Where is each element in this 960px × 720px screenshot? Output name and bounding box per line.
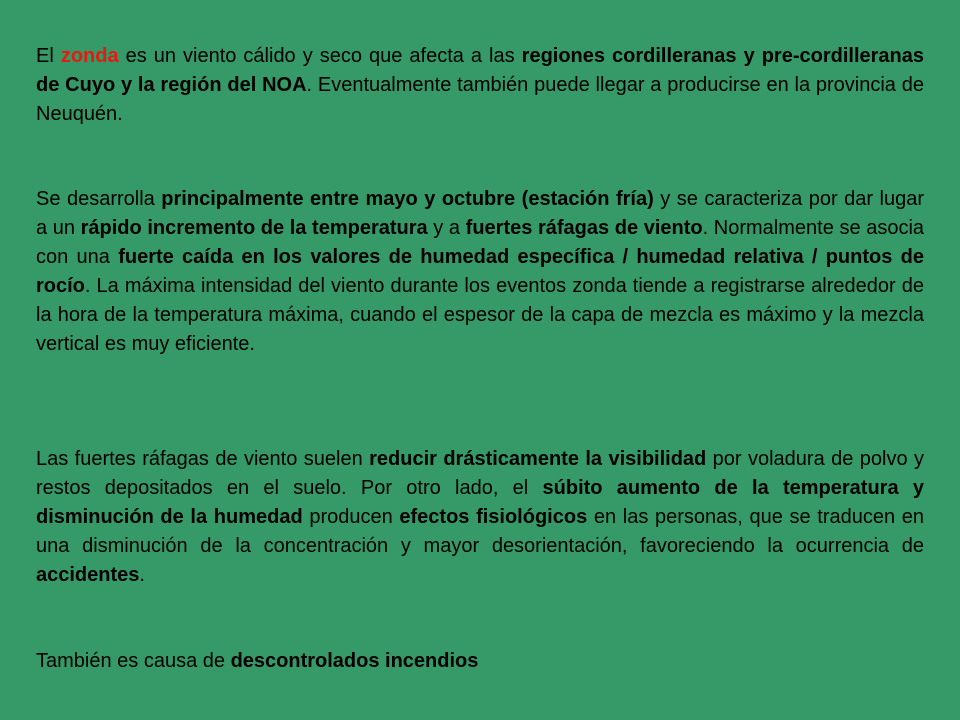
text-run: . Normalmente se asocia con una: [36, 217, 925, 268]
bold-phrase: regiones cordilleranas y pre-cordilleranas de Cuyo y la región del NOA: [36, 45, 924, 96]
bold-phrase: accidentes: [36, 564, 140, 586]
bold-phrase: fuertes ráfagas de viento: [465, 217, 703, 239]
text-run: El: [36, 45, 61, 67]
paragraph-zonda-effects: [36, 445, 924, 590]
paragraph-zonda-development: [36, 185, 924, 359]
paragraph-zonda-fires: [36, 647, 924, 676]
bold-phrase: descontrolados incendios: [230, 650, 479, 672]
text-run: .: [139, 564, 145, 586]
text-run: es un viento cálido y seco que afecta a las: [118, 45, 522, 67]
text-run: y a: [427, 217, 466, 239]
bold-phrase: rápido incremento de la temperatura: [80, 217, 428, 239]
text-run: También es causa de: [36, 650, 231, 672]
bold-phrase: principalmente entre mayo y octubre (estación fría): [161, 188, 654, 210]
bold-phrase: súbito aumento de la temperatura y disminución de la humedad: [36, 477, 924, 528]
zonda-highlight: zonda: [60, 45, 119, 67]
text-run: . Eventualmente también puede llegar a producirse en la provincia de Neuquén.: [36, 74, 925, 125]
text-run: por voladura de polvo y restos depositados en el suelo. Por otro lado, el: [36, 448, 925, 499]
text-run: y se caracteriza por dar lugar a un: [36, 188, 924, 239]
text-run: Las fuertes ráfagas de viento suelen: [36, 448, 370, 470]
bold-phrase: efectos fisiológicos: [399, 506, 588, 528]
text-run: en las personas, que se traducen en una disminución de la concentración y mayor desorientación, favoreciendo la ocurrencia de: [36, 506, 924, 557]
text-run: producen: [302, 506, 400, 528]
bold-phrase: reducir drásticamente la visibilidad: [369, 448, 707, 470]
text-run: Se desarrolla: [36, 188, 162, 210]
bold-phrase: fuerte caída en los valores de humedad específica / humedad relativa / puntos de rocío: [36, 246, 924, 297]
paragraph-zonda-definition: [36, 42, 924, 129]
text-run: . La máxima intensidad del viento durante los eventos zonda tiende a registrarse alrededor de la hora de la temperatura máxima, cuando el espesor de la capa de mezcla es máximo y la mezcla vertical es muy eficiente.: [36, 275, 924, 355]
